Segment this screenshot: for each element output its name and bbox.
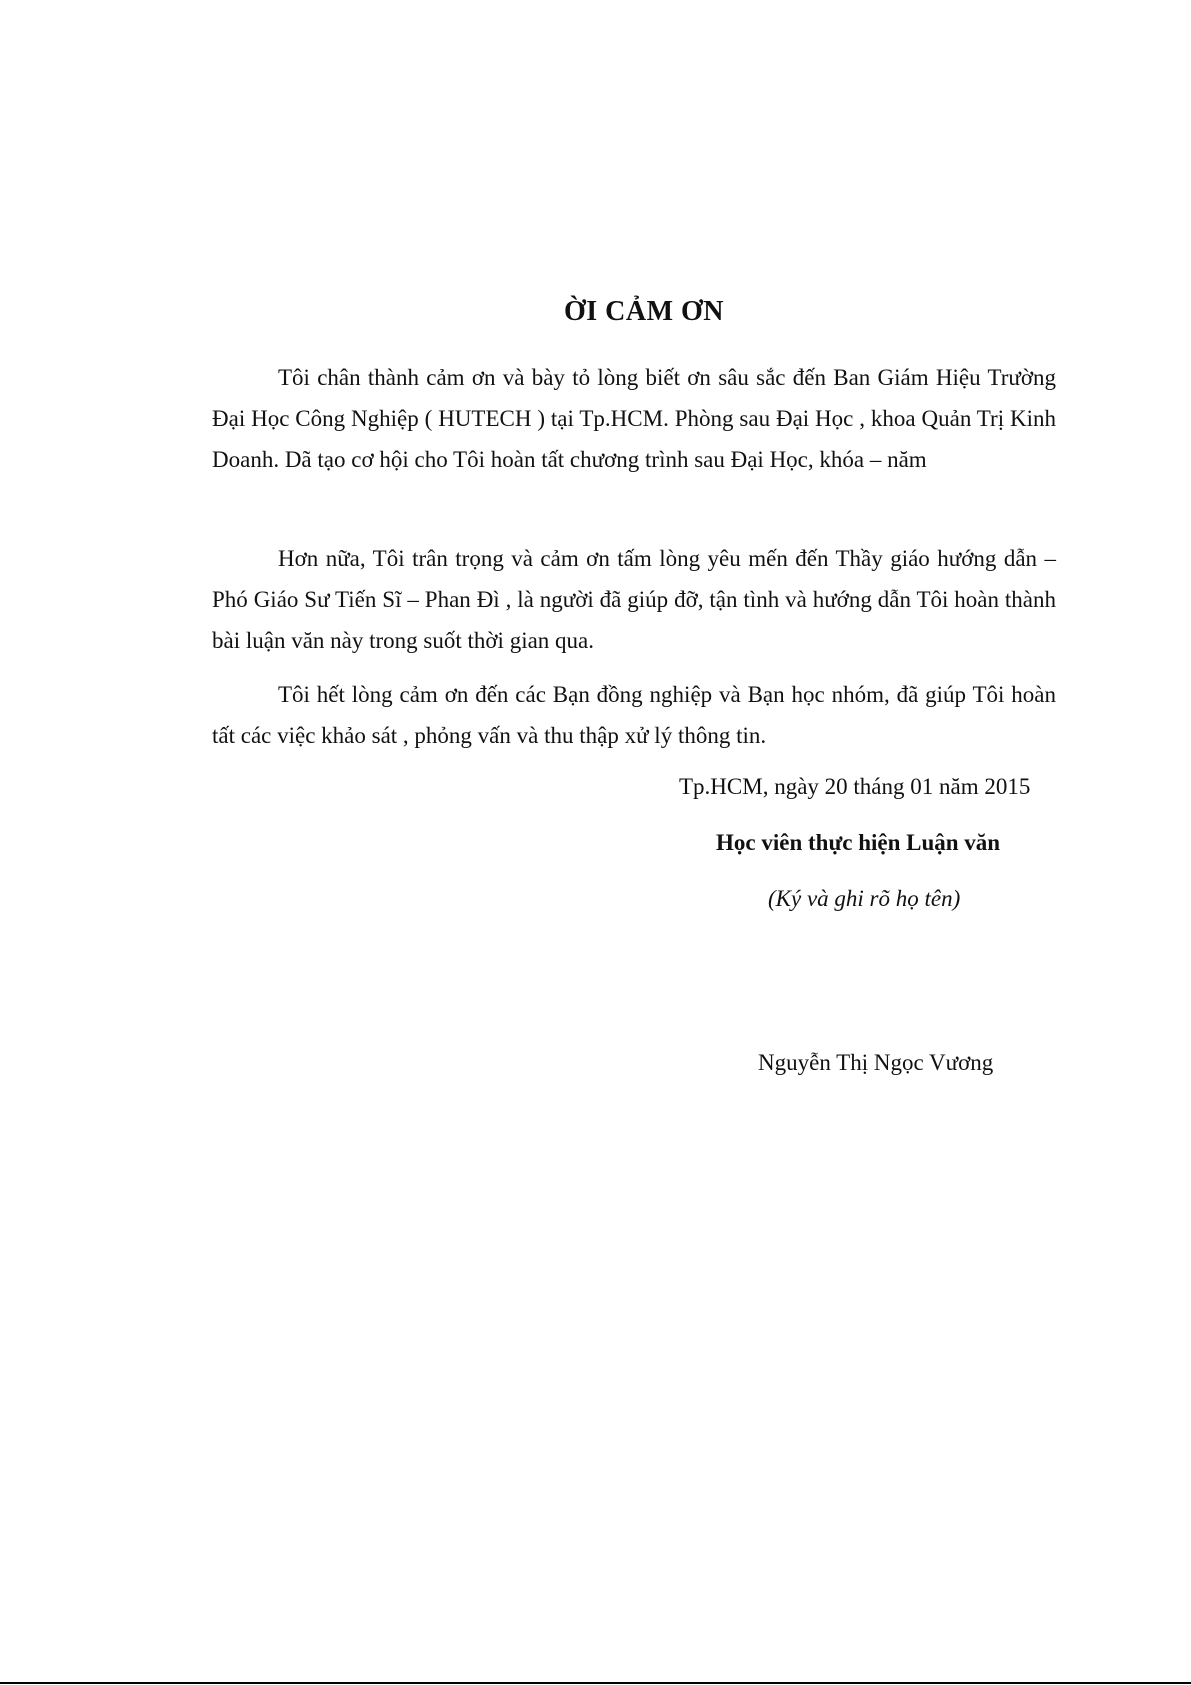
date-line: Tp.HCM, ngày 20 tháng 01 năm 2015	[679, 774, 1031, 799]
paragraph-2: Hơn nữa, Tôi trân trọng và cảm ơn tấm lòng yêu mến đến Thầy giáo hướng dẫn – Phó Giáo Sư Tiến Sĩ – Phan Đì , là người đã giúp đỡ, tận tình và hướng dẫn Tôi hoàn thành bài luận văn này trong suốt thời gian qua.	[212, 546, 1056, 653]
paragraph-3: Tôi hết lòng cảm ơn đến các Bạn đồng nghiệp và Bạn học nhóm, đã giúp Tôi hoàn tất các việc khảo sát , phỏng vấn và thu thập xử lý thông tin.	[212, 682, 1056, 748]
paragraph-3-block	[212, 674, 1056, 756]
paragraph-1: Tôi chân thành cảm ơn và bày tỏ lòng biết ơn sâu sắc đến Ban Giám Hiệu Trường Đại Học Công Nghiệp ( HUTECH ) tại Tp.HCM. Phòng sau Đại Học , khoa Quản Trị Kinh Doanh. Dã tạo cơ hội cho Tôi hoàn tất chương trình sau Đại Học, khóa – năm	[212, 365, 1056, 472]
paragraph-2-block	[212, 538, 1056, 661]
signer-title: Học viên thực hiện Luận văn	[716, 830, 1001, 855]
bottom-divider	[0, 1682, 1191, 1684]
page-title: ỜI CẢM ƠN	[563, 296, 725, 327]
signer-name: Nguyễn Thị Ngọc Vương	[758, 1050, 994, 1075]
paragraph-1-block	[212, 357, 1056, 480]
signer-note: (Ký và ghi rõ họ tên)	[768, 886, 961, 911]
